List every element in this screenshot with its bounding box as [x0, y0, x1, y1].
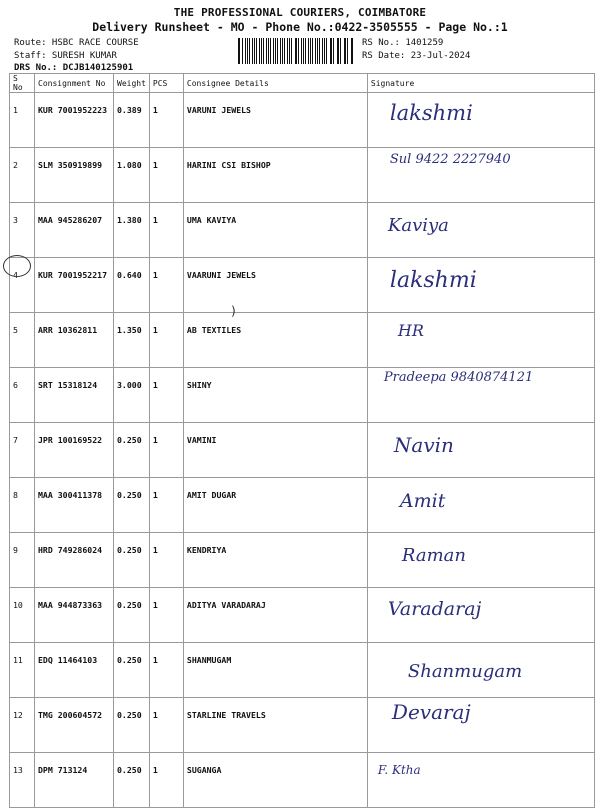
row-sno: 1 — [10, 93, 35, 148]
row-consignment-no: JPR 100169522 — [35, 423, 114, 478]
runsheet-subtitle: Delivery Runsheet - MO - Phone No.:0422-3505555 - Page No.:1 — [0, 20, 600, 34]
row-pcs: 1 — [149, 643, 183, 698]
table-row — [10, 643, 595, 698]
handwritten-signature: Kaviya — [388, 215, 449, 236]
row-signature-cell — [367, 643, 594, 698]
table-row — [10, 368, 595, 423]
table-row — [10, 423, 595, 478]
barcode-bar — [291, 38, 292, 64]
table-header-row — [10, 74, 595, 93]
row-consignment-no: HRD 749286024 — [35, 533, 114, 588]
row-pcs: 1 — [149, 588, 183, 643]
row-consignee: AMIT DUGAR — [183, 478, 367, 533]
runsheet-info — [362, 37, 470, 62]
table-row — [10, 203, 595, 258]
table-row — [10, 478, 595, 533]
row-pcs: 1 — [149, 368, 183, 423]
row-signature-cell — [367, 368, 594, 423]
row-sno: 5 — [10, 313, 35, 368]
handwritten-signature: lakshmi — [390, 101, 473, 125]
row-sno: 4 — [10, 258, 35, 313]
handwritten-signature: Raman — [402, 545, 466, 566]
handwritten-signature: Sul 9422 2227940 — [390, 152, 511, 167]
row-consignee: AB TEXTILES — [183, 313, 367, 368]
handwritten-signature: Shanmugam — [408, 661, 522, 682]
row-consignee: HARINI CSI BISHOP — [183, 148, 367, 203]
row-signature-cell — [367, 753, 594, 808]
row-signature-cell — [367, 478, 594, 533]
barcode-bar — [256, 38, 257, 64]
row-pcs: 1 — [149, 93, 183, 148]
rs-date: RS Date: 23-Jul-2024 — [362, 50, 470, 63]
pen-circle-mark — [3, 255, 31, 277]
row-consignee: UMA KAVIYA — [183, 203, 367, 258]
row-pcs: 1 — [149, 423, 183, 478]
table-row — [10, 93, 595, 148]
row-pcs: 1 — [149, 533, 183, 588]
barcode-bar — [308, 38, 309, 64]
table-row — [10, 753, 595, 808]
row-consignment-no: EDQ 11464103 — [35, 643, 114, 698]
row-sno: 3 — [10, 203, 35, 258]
row-signature-cell — [367, 588, 594, 643]
row-consignee: SHINY — [183, 368, 367, 423]
col-signature: Signature — [367, 74, 594, 93]
row-signature-cell — [367, 698, 594, 753]
row-pcs: 1 — [149, 313, 183, 368]
table-row — [10, 258, 595, 313]
handwritten-signature: Pradeepa 9840874121 — [384, 370, 533, 385]
pen-tick-mark: ) — [230, 304, 237, 318]
handwritten-signature: HR — [398, 321, 424, 340]
row-sno: 6 — [10, 368, 35, 423]
col-weight: Weight — [114, 74, 150, 93]
row-signature-cell — [367, 148, 594, 203]
row-consignee: SUGANGA — [183, 753, 367, 808]
row-signature-cell — [367, 313, 594, 368]
row-consignee: KENDRIYA — [183, 533, 367, 588]
row-consignment-no: ARR 10362811 — [35, 313, 114, 368]
row-weight: 0.250 — [114, 478, 150, 533]
handwritten-signature: Navin — [394, 433, 454, 457]
row-sno: 8 — [10, 478, 35, 533]
table-row — [10, 698, 595, 753]
row-signature-cell — [367, 258, 594, 313]
row-weight: 1.080 — [114, 148, 150, 203]
barcode-bar — [326, 38, 327, 64]
row-sno: 2 — [10, 148, 35, 203]
row-weight: 3.000 — [114, 368, 150, 423]
row-signature-cell — [367, 423, 594, 478]
row-sno: 9 — [10, 533, 35, 588]
document-header — [0, 6, 600, 34]
row-consignee: SHANMUGAM — [183, 643, 367, 698]
row-consignment-no: KUR 7001952217 — [35, 258, 114, 313]
row-consignment-no: KUR 7001952223 — [35, 93, 114, 148]
row-sno: 7 — [10, 423, 35, 478]
col-consignment: Consignment No — [35, 74, 114, 93]
drs-number: DRS No.: DCJB140125901 — [14, 62, 139, 75]
row-consignment-no: MAA 944873363 — [35, 588, 114, 643]
row-pcs: 1 — [149, 698, 183, 753]
col-sno: S No — [10, 74, 35, 93]
row-sno: 13 — [10, 753, 35, 808]
row-consignment-no: MAA 945286207 — [35, 203, 114, 258]
row-consignment-no: SLM 350919899 — [35, 148, 114, 203]
delivery-table — [9, 73, 595, 808]
row-consignment-no: TMG 200604572 — [35, 698, 114, 753]
row-weight: 0.250 — [114, 643, 150, 698]
staff-label: Staff: SURESH KUMAR — [14, 50, 139, 63]
row-pcs: 1 — [149, 203, 183, 258]
barcode-image — [238, 38, 354, 64]
row-signature-cell — [367, 533, 594, 588]
barcode-bar — [245, 38, 246, 64]
row-consignment-no: MAA 300411378 — [35, 478, 114, 533]
row-weight: 1.380 — [114, 203, 150, 258]
rs-number: RS No.: 1401259 — [362, 37, 470, 50]
row-signature-cell — [367, 93, 594, 148]
col-consignee: Consignee Details — [183, 74, 367, 93]
table-row — [10, 533, 595, 588]
row-weight: 0.640 — [114, 258, 150, 313]
row-weight: 0.250 — [114, 533, 150, 588]
row-consignment-no: DPM 713124 — [35, 753, 114, 808]
handwritten-signature: lakshmi — [390, 268, 477, 293]
row-pcs: 1 — [149, 478, 183, 533]
row-consignee: VARUNI JEWELS — [183, 93, 367, 148]
handwritten-signature: Devaraj — [392, 700, 471, 724]
row-sno: 12 — [10, 698, 35, 753]
row-pcs: 1 — [149, 258, 183, 313]
row-weight: 0.250 — [114, 698, 150, 753]
row-weight: 0.250 — [114, 588, 150, 643]
row-consignee: ADITYA VARADARAJ — [183, 588, 367, 643]
row-signature-cell — [367, 203, 594, 258]
row-weight: 0.250 — [114, 423, 150, 478]
barcode-bar — [338, 38, 339, 64]
route-info — [14, 37, 139, 75]
row-weight: 0.389 — [114, 93, 150, 148]
route-label: Route: HSBC RACE COURSE — [14, 37, 139, 50]
handwritten-signature: Varadaraj — [388, 598, 482, 620]
row-weight: 0.250 — [114, 753, 150, 808]
row-weight: 1.350 — [114, 313, 150, 368]
row-sno: 11 — [10, 643, 35, 698]
table-row — [10, 148, 595, 203]
row-consignment-no: SRT 15318124 — [35, 368, 114, 423]
col-pcs: PCS — [149, 74, 183, 93]
row-consignee: STARLINE TRAVELS — [183, 698, 367, 753]
row-consignee: VAARUNI JEWELS — [183, 258, 367, 313]
row-sno: 10 — [10, 588, 35, 643]
handwritten-signature: Amit — [400, 490, 445, 512]
table-row — [10, 313, 595, 368]
barcode-bar — [273, 38, 274, 64]
table-row — [10, 588, 595, 643]
handwritten-signature: F. Ktha — [378, 763, 421, 777]
row-pcs: 1 — [149, 148, 183, 203]
company-title: THE PROFESSIONAL COURIERS, COIMBATORE — [0, 6, 600, 19]
row-pcs: 1 — [149, 753, 183, 808]
row-consignee: VAMINI — [183, 423, 367, 478]
